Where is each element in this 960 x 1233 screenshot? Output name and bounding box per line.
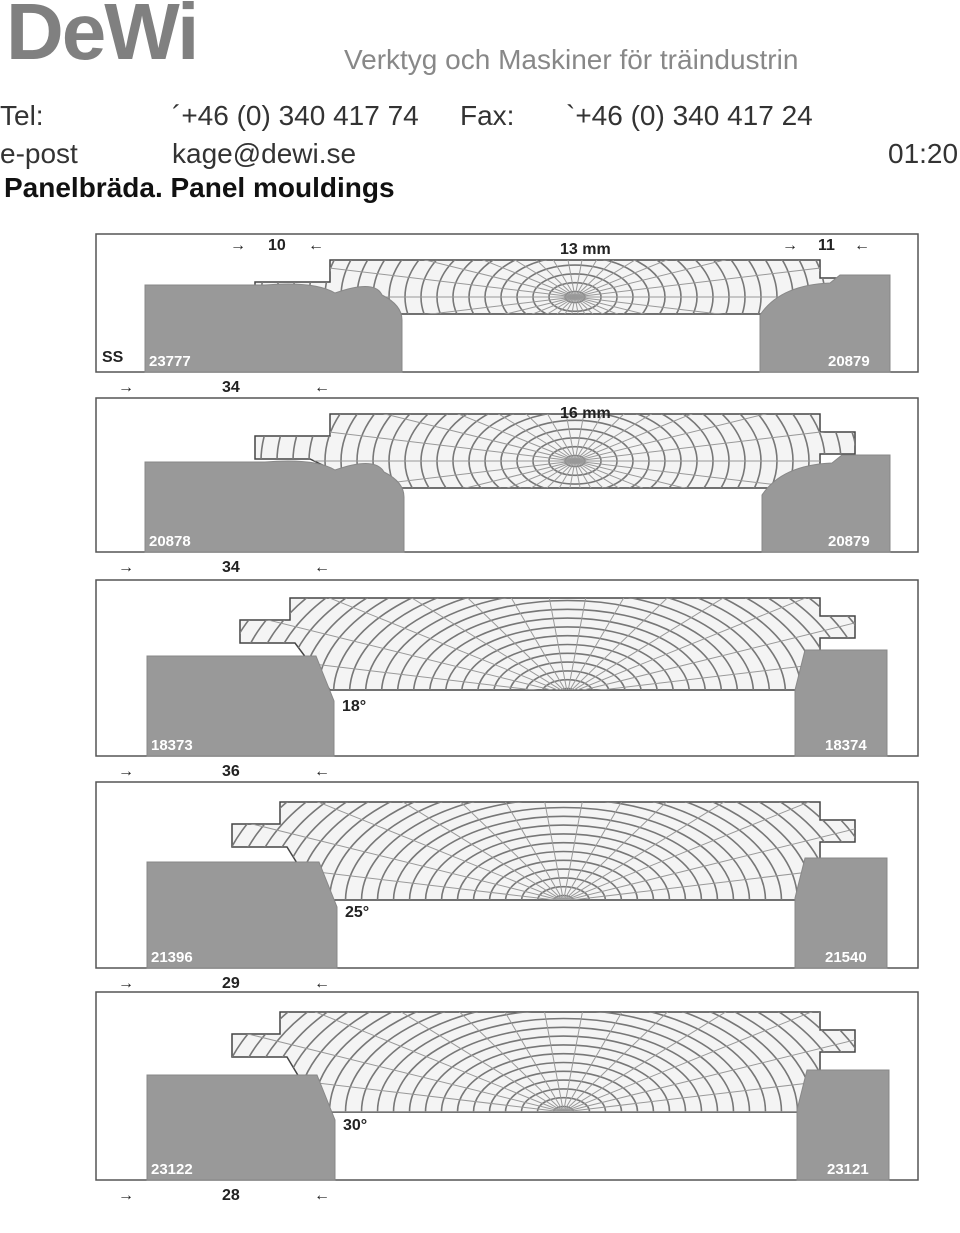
left-tool-code: 23777 [149, 353, 191, 370]
width-label: 34 [222, 379, 240, 396]
thickness-label: 13 mm [560, 241, 611, 258]
width-label: 29 [222, 975, 240, 992]
left-tool-code: 20878 [149, 533, 191, 550]
prefix-label: SS [102, 349, 124, 366]
time-stamp: 01:20 [888, 138, 959, 169]
left-tool-code: 21396 [151, 949, 193, 966]
groove-arrow-left: ← [854, 237, 870, 254]
right-tool-code: 18374 [825, 737, 867, 754]
fax-label: Fax: [460, 100, 515, 131]
profile-panel-4 [0, 780, 960, 994]
board-profile [240, 598, 855, 690]
width-arrow-left: ← [314, 975, 330, 992]
tel-value: ´+46 (0) 340 417 74 [172, 100, 419, 131]
width-arrow-left: ← [314, 763, 330, 780]
width-arrow-right: → [118, 763, 134, 780]
angle-label: 30° [343, 1117, 368, 1134]
company-logo: DeWi [6, 0, 198, 76]
right-tool-code: 20879 [828, 533, 870, 550]
width-arrow-left: ← [314, 379, 330, 396]
width-label: 34 [222, 559, 240, 576]
right-tool-code: 20879 [828, 353, 870, 370]
width-arrow-right: → [118, 1187, 134, 1204]
width-arrow-right: → [118, 559, 134, 576]
right-tool-code: 21540 [825, 949, 867, 966]
tel-label: Tel: [0, 100, 44, 131]
width-arrow-left: ← [314, 559, 330, 576]
fax-value: `+46 (0) 340 417 24 [566, 100, 813, 131]
left-tool-code: 23122 [151, 1161, 193, 1178]
width-arrow-right: → [118, 975, 134, 992]
width-arrow-left: ← [314, 1187, 330, 1204]
email-value[interactable]: kage@dewi.se [172, 138, 357, 169]
profile-panel-3 [0, 578, 960, 782]
profile-panel-2 [0, 396, 960, 578]
angle-label: 18° [342, 698, 367, 715]
thickness-label: 16 mm [560, 405, 611, 422]
tongue-arrow-left: ← [308, 237, 324, 254]
width-arrow-right: → [118, 379, 134, 396]
tongue-width-label: 10 [268, 237, 286, 254]
profile-panel-5 [0, 990, 960, 1206]
profile-panel-1 [0, 232, 960, 398]
right-tool-code: 23121 [827, 1161, 869, 1178]
email-label: e-post [0, 138, 78, 169]
left-tool-code: 18373 [151, 737, 193, 754]
angle-label: 25° [345, 904, 370, 921]
groove-arrow-right: → [782, 237, 798, 254]
company-tagline: Verktyg och Maskiner för träindustrin [344, 44, 799, 75]
width-label: 28 [222, 1187, 240, 1204]
groove-width-label: 11 [818, 237, 835, 254]
width-label: 36 [222, 763, 240, 780]
tongue-arrow-right: → [230, 237, 246, 254]
page-title: Panelbräda. Panel mouldings [4, 172, 395, 203]
